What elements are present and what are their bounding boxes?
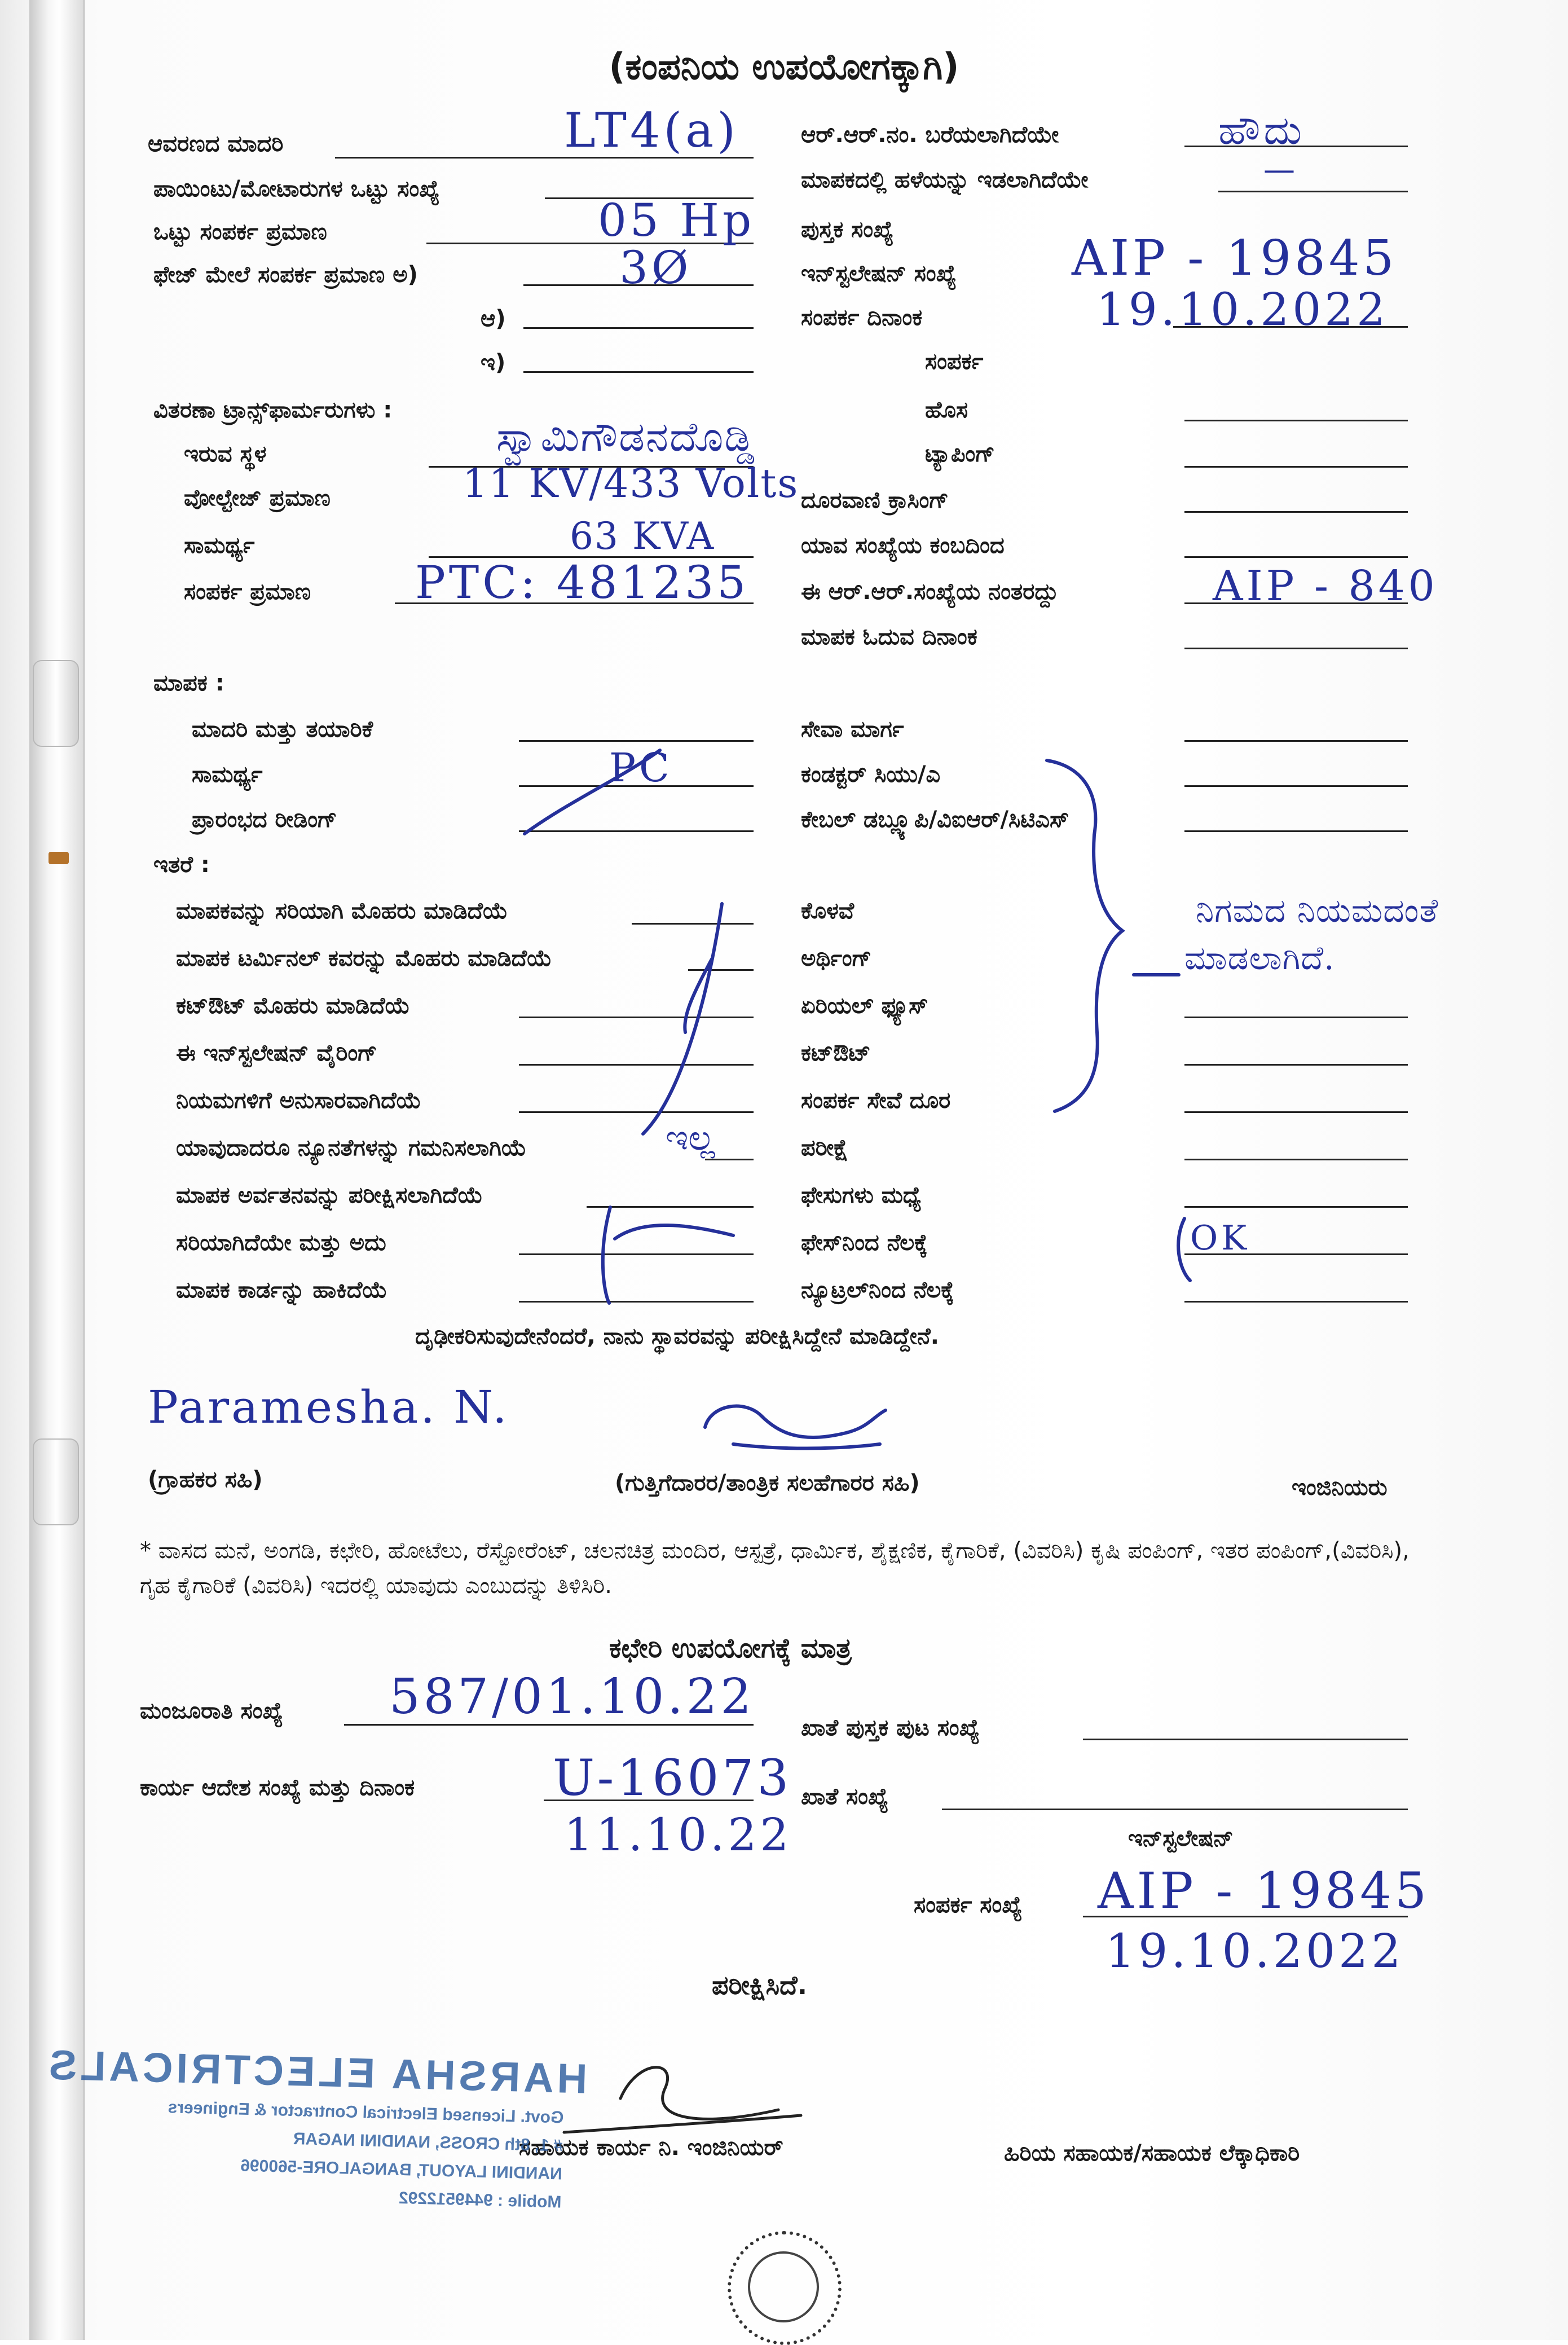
label-other-l-7: ಸರಿಯಾಗಿದೆಯೇ ಮತ್ತು ಅದು xyxy=(176,1230,386,1256)
form-title: (ಕಂಪನಿಯ ಉಪಯೋಗಕ್ಕಾಗಿ) xyxy=(609,46,959,88)
label-after-rr: ಈ ಆರ್.ಆರ್.ಸಂಖ್ಯೆಯ ನಂತರದ್ದು xyxy=(801,579,1059,605)
line-conductor xyxy=(1184,785,1408,787)
line-service-line xyxy=(1184,740,1408,742)
value-voltage[interactable]: 11 KV/433 Volts xyxy=(463,460,799,507)
label-other-r-8: ನ್ಯೂಟ್ರಲ್‌ನಿಂದ ನೆಲಕ್ಕೆ xyxy=(801,1277,954,1303)
stamp-line-2: # 1, 8th CROSS, NANDINI NAGAR xyxy=(293,2130,563,2155)
label-meter-reading-date: ಮಾಪಕ ಓದುವ ದಿನಾಂಕ xyxy=(801,624,977,650)
office-heading: ಕಛೇರಿ ಉಪಯೋಗಕ್ಕೆ ಮಾತ್ರ xyxy=(609,1633,852,1664)
label-other-l-6: ಮಾಪಕ ಅರ್ವತನವನ್ನು ಪರೀಕ್ಷಿಸಲಾಗಿದೆಯೆ xyxy=(176,1182,483,1208)
label-engineer: ಇಂಜಿನಿಯರು xyxy=(1292,1475,1388,1501)
value-old-meter[interactable]: — xyxy=(1263,151,1298,188)
line-other-l-3 xyxy=(519,1064,754,1066)
label-other-r-0: ಕೊಳವೆ xyxy=(801,898,855,924)
value-other-r-0[interactable]: ನಿಗಮದ ನಿಯಮದಂತೆ xyxy=(1196,891,1439,930)
line-other-r-3 xyxy=(1184,1064,1408,1066)
label-work-order: ಕಾರ್ಯ ಆದೇಶ ಸಂಖ್ಯೆ ಮತ್ತು ದಿನಾಂಕ xyxy=(140,1775,415,1801)
label-connection-no: ಸಂಪರ್ಕ ಸಂಖ್ಯೆ xyxy=(914,1892,1023,1918)
value-phase-a[interactable]: 3Ø xyxy=(619,241,692,294)
label-service-line: ಸೇವಾ ಮಾರ್ಗ xyxy=(801,716,904,742)
meter-heading: ಮಾಪಕ : xyxy=(153,670,224,696)
others-heading: ಇತರೆ : xyxy=(153,852,210,878)
label-other-r-3: ಕಟ್‌ಔಟ್ xyxy=(801,1040,871,1066)
label-other-r-4: ಸಂಪರ್ಕ ಸೇವೆ ದೂರ xyxy=(801,1088,951,1114)
value-after-rr[interactable]: AIP - 840 xyxy=(1213,562,1438,610)
value-installation-no[interactable]: AIP - 19845 xyxy=(1072,230,1398,287)
value-connection-date[interactable]: 19.10.2022 xyxy=(1096,283,1389,336)
label-other-l-3: ಈ ಇನ್‌ಸ್ಟಲೇಷನ್ ವೈರಿಂಗ್ xyxy=(176,1040,377,1066)
line-meter-reading-date xyxy=(1184,648,1408,649)
label-other-l-8: ಮಾಪಕ ಕಾರ್ಡನ್ನು ಹಾಕಿದೆಯೆ xyxy=(176,1277,387,1303)
label-initial-reading: ಪ್ರಾರಂಭದ ರೀಡಿಂಗ್ xyxy=(192,807,337,833)
checked-text: ಪರೀಕ್ಷಿಸಿದೆ. xyxy=(712,1970,808,2000)
value-meter-capacity[interactable]: PC xyxy=(609,745,673,791)
label-cable: ಕೇಬಲ್ ಡಬ್ಲ್ಯೂಪಿ/ವಿಐಆರ್/ಸಿಟಿಎಸ್ xyxy=(801,807,1069,833)
line-other-l-8 xyxy=(519,1301,754,1303)
stamp-line-4: Mobile : 9449512292 xyxy=(398,2188,562,2212)
label-other-l-4: ನಿಯಮಗಳಿಗೆ ಅನುಸಾರವಾಗಿದೆಯೆ xyxy=(176,1088,422,1114)
line-other-l-4 xyxy=(519,1111,754,1113)
label-voltage: ವೋಲ್ಟೇಜ್ ಪ್ರಮಾಣ xyxy=(184,485,331,511)
value-location[interactable]: ಸ್ವಾಮಿಗೌಡನದೊಡ್ಡಿ xyxy=(496,413,756,460)
label-connection-date: ಸಂಪರ್ಕ ದಿನಾಂಕ xyxy=(801,305,923,331)
line-old-meter xyxy=(1218,191,1408,192)
line-other-l-1 xyxy=(688,969,754,971)
line-other-l-5 xyxy=(705,1159,754,1160)
value-connection-no-date[interactable]: 19.10.2022 xyxy=(1105,1925,1404,1978)
label-connection: ಸಂಪರ್ಕ xyxy=(925,349,984,375)
label-avarana-madari: ಆವರಣದ ಮಾದರಿ xyxy=(148,131,284,157)
label-tx-load: ಸಂಪರ್ಕ ಪ್ರಮಾಣ xyxy=(184,579,311,605)
line-ledger-page xyxy=(1083,1739,1408,1740)
line-other-l-7 xyxy=(519,1253,754,1255)
value-rr-written[interactable]: ಹೌದು xyxy=(1218,107,1306,153)
binder-clip-top xyxy=(33,660,79,747)
scribble-mark xyxy=(615,1225,733,1239)
transformer-heading: ವಿತರಣಾ ಟ್ರಾನ್ಸ್‌ಫಾರ್ಮರುಗಳು : xyxy=(153,397,393,423)
value-work-order-date[interactable]: 11.10.22 xyxy=(564,1809,792,1861)
line-other-r-4 xyxy=(1184,1111,1408,1113)
value-sanction-no[interactable]: 587/01.10.22 xyxy=(389,1669,755,1725)
line-other-r-6 xyxy=(1184,1206,1408,1208)
binder-clip-bottom xyxy=(33,1438,79,1525)
label-rr-written: ಆರ್.ಆರ್.ನಂ. ಬರೆಯಲಾಗಿದೆಯೇ xyxy=(801,122,1059,148)
declaration-text: ದೃಢೀಕರಿಸುವುದೇನೆಂದರೆ, ನಾನು ಸ್ಥಾವರವನ್ನು ಪರೀಕ್ಷಿಸಿದ್ದೇನೆ ಮಾಡಿದ್ದೇನೆ. xyxy=(415,1323,939,1349)
binder-strip xyxy=(29,0,85,2340)
stamp-line-3: NANDINI LAYOUT, BANGALORE-560096 xyxy=(240,2156,563,2184)
label-conductor: ಕಂಡಕ್ಟರ್ ಸಿಯು/ಎ xyxy=(801,762,941,787)
label-accounts-officer: ಹಿರಿಯ ಸಹಾಯಕ/ಸಹಾಯಕ ಲೆಕ್ಕಾಧಿಕಾರಿ xyxy=(1004,2140,1300,2166)
line-other-l-2 xyxy=(519,1017,754,1018)
contractor-stamp xyxy=(30,2040,600,2247)
label-phase-a: ಫೇಜ್ ಮೇಲೆ ಸಂಪರ್ಕ ಪ್ರಮಾಣ ಅ) xyxy=(153,262,418,288)
line-account-no xyxy=(942,1809,1408,1810)
stamp-name: HARSHA ELECTRICALS xyxy=(45,2041,588,2102)
tick-line-a xyxy=(643,904,722,1134)
label-ledger-page: ಖಾತೆ ಪುಸ್ತಕ ಪುಟ ಸಂಖ್ಯೆ xyxy=(801,1715,980,1741)
line-phone-crossing xyxy=(1184,511,1408,513)
label-other-r-1: ಅರ್ಥಿಂಗ್ xyxy=(801,945,872,971)
label-installation-no: ಇನ್‌ಸ್ಟಲೇಷನ್ ಸಂಖ್ಯೆ xyxy=(801,261,957,287)
line-tapping xyxy=(1184,466,1408,468)
line-initial-reading xyxy=(519,830,754,832)
usage-note: * ವಾಸದ ಮನೆ, ಅಂಗಡಿ, ಕಛೇರಿ, ಹೋಟೆಲು, ರೆಸ್ಟೋರೆಂಟ್, ಚಲನಚಿತ್ರ ಮಂದಿರ, ಆಸ್ಪತ್ರೆ, ಧಾರ್ಮಿಕ, ಶೈಕ್ಷಣಿಕ, ಕೈಗಾರಿಕೆ, (ವಿವರಿಸಿ) ಕೃಷಿ ಪಂಪಿಂಗ್, ಇತರ ಪಂಪಿಂಗ್,(ವಿವರಿಸಿ), ಗೃಹ ಕೈಗಾರಿಕೆ (ವಿವರಿಸಿ) ಇದರಲ್ಲಿ ಯಾವುದು ಎಂಬುದನ್ನು ತಿಳಿಸಿರಿ. xyxy=(140,1538,1410,1599)
value-total-load[interactable]: 05 Hp xyxy=(598,194,755,247)
label-other-r-7: ಫೇಸ್‌ನಿಂದ ನೆಲಕ್ಕೆ xyxy=(801,1230,928,1256)
label-total-load: ಒಟ್ಟು ಸಂಪರ್ಕ ಪ್ರಮಾಣ xyxy=(153,219,327,245)
line-other-l-0 xyxy=(632,923,754,925)
value-other-r-7[interactable]: OK xyxy=(1190,1218,1250,1258)
label-customer-signature: (ಗ್ರಾಹಕರ ಸಹಿ) xyxy=(148,1467,263,1493)
label-book-no: ಪುಸ್ತಕ ಸಂಖ್ಯೆ xyxy=(801,217,894,243)
value-other-l-5[interactable]: ಇಲ್ಲ xyxy=(666,1117,715,1158)
label-phone-crossing: ದೂರವಾಣಿ ಕ್ರಾಸಿಂಗ್ xyxy=(801,487,949,513)
label-sanction-no: ಮಂಜೂರಾತಿ ಸಂಖ್ಯೆ xyxy=(140,1698,283,1724)
label-old-meter: ಮಾಪಕದಲ್ಲಿ ಹಳೆಯನ್ನು ಇಡಲಾಗಿದೆಯೇ xyxy=(801,167,1089,193)
label-other-l-1: ಮಾಪಕ ಟರ್ಮಿನಲ್ ಕವರನ್ನು ಮೊಹರು ಮಾಡಿದೆಯೆ xyxy=(176,945,552,971)
label-meter-capacity: ಸಾಮರ್ಥ್ಯ xyxy=(192,762,263,787)
label-other-l-0: ಮಾಪಕವನ್ನು ಸರಿಯಾಗಿ ಮೊಹರು ಮಾಡಿದೆಯೆ xyxy=(176,898,508,924)
label-make-type: ಮಾದರಿ ಮತ್ತು ತಯಾರಿಕೆ xyxy=(192,716,373,742)
line-phase-aa xyxy=(523,327,754,329)
hook-mark xyxy=(1178,1218,1190,1281)
value-tx-capacity[interactable]: 63 KVA xyxy=(570,514,715,558)
seal-inner-ring xyxy=(748,2251,819,2322)
label-other-r-2: ಏರಿಯಲ್ ಫ್ಯೂಸ್ xyxy=(801,993,928,1019)
line-pole-no xyxy=(1184,556,1408,558)
label-location: ಇರುವ ಸ್ಥಳ xyxy=(184,441,267,467)
label-tx-capacity: ಸಾಮರ್ಥ್ಯ xyxy=(184,533,255,558)
stamp-line-1: Govt. Licensed Electrical Contractor & Engineers xyxy=(168,2098,564,2127)
tick-line-c xyxy=(603,1207,610,1303)
value-work-order[interactable]: U-16073 xyxy=(553,1749,792,1807)
label-phase-i: ಇ) xyxy=(481,350,506,376)
line-cable xyxy=(1184,830,1408,832)
label-contractor-signature: (ಗುತ್ತಿಗೆದಾರರ/ತಾಂತ್ರಿಕ ಸಲಹೆಗಾರರ ಸಹಿ) xyxy=(615,1470,920,1496)
label-assistant-engineer: ಸಹಾಯಕ ಕಾರ್ಯ ನಿ. ಇಂಜಿನಿಯರ್ xyxy=(519,2135,783,2161)
line-other-r-8 xyxy=(1184,1301,1408,1303)
line-new xyxy=(1184,420,1408,421)
line-other-l-6 xyxy=(587,1206,754,1208)
label-phase-aa: ಆ) xyxy=(481,306,506,332)
line-phase-i xyxy=(523,371,754,373)
value-other-r-1[interactable]: ಮಾಡಲಾಗಿದೆ. xyxy=(1184,939,1335,977)
contractor-signature xyxy=(705,1406,886,1449)
label-other-l-5: ಯಾವುದಾದರೂ ನ್ಯೂನತೆಗಳನ್ನು ಗಮನಿಸಲಾಗಿಯೆ xyxy=(176,1135,527,1161)
label-new: ಹೊಸ xyxy=(925,397,968,423)
binder-mark xyxy=(49,852,69,864)
round-seal-icon xyxy=(728,2231,842,2345)
label-other-r-5: ಪರೀಕ್ಷೆ xyxy=(801,1135,849,1161)
label-tapping: ಟ್ಯಾಪಿಂಗ್ xyxy=(925,441,995,467)
line-make-type xyxy=(519,740,754,742)
label-points-motors: ಪಾಯಿಂಟು/ಮೋಟಾರುಗಳ ಒಟ್ಟು ಸಂಖ್ಯೆ xyxy=(153,176,440,202)
label-account-no: ಖಾತೆ ಸಂಖ್ಯೆ xyxy=(801,1784,889,1810)
line-other-r-2 xyxy=(1184,1017,1408,1018)
ae-signature xyxy=(564,2067,801,2132)
line-other-r-5 xyxy=(1184,1159,1408,1160)
label-pole-no: ಯಾವ ಸಂಖ್ಯೆಯ ಕಂಬದಿಂದ xyxy=(801,533,1005,558)
customer-signature[interactable]: Paramesha. N. xyxy=(148,1381,509,1433)
value-tx-load[interactable]: PTC: 481235 xyxy=(415,556,750,609)
value-connection-no[interactable]: AIP - 19845 xyxy=(1098,1862,1430,1920)
label-installation: ಇನ್‌ಸ್ಟಲೇಷನ್ xyxy=(1128,1825,1234,1851)
label-other-r-6: ಫೇಸುಗಳು ಮಧ್ಯೆ xyxy=(801,1182,922,1208)
label-other-l-2: ಕಟ್‌ಔಟ್ ಮೊಹರು ಮಾಡಿದೆಯೆ xyxy=(176,993,411,1019)
value-avarana-madari[interactable]: LT4(a) xyxy=(564,103,739,158)
